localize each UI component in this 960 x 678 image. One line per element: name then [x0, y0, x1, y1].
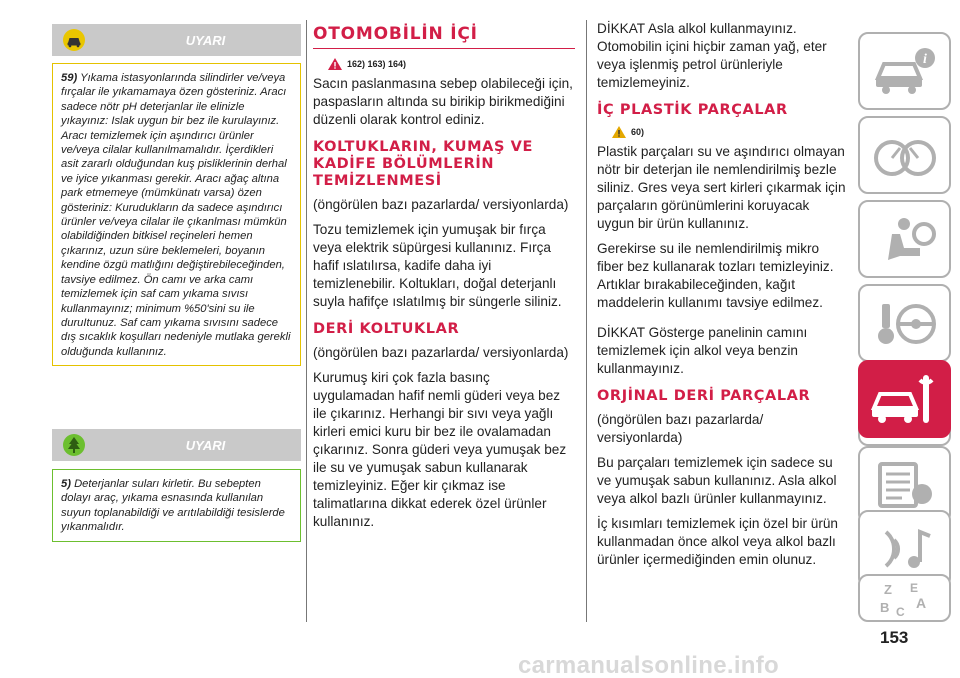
alphabetical-index-icon — [870, 571, 940, 625]
warning-header-2 — [52, 429, 301, 461]
plastic-text: Gerekirse su ile nemlendirilmiş mikro fiber bez kullanarak tozları temizleyiniz. Artıklar bırakabileceğinden, kağıt maddelerin kullanımı tavsiye edilmez. — [597, 241, 834, 310]
genuine-leather-note: (öngörülen bazı pazarlarda/ versiyonlarda) — [597, 412, 764, 445]
caution-text: DİKKAT Gösterge panelinin camını temizlemek için alkol veya benzin kullanmayınız. — [597, 325, 808, 376]
warning-refs — [327, 57, 575, 71]
warning-ref: 59) — [61, 72, 78, 84]
seat-airbag-icon — [870, 212, 940, 266]
plastic-text: Plastik parçaları su ve aşındırıcı olmayan nötr bir deterjan ile nemlendirilmiş bezle siliniz. Gres veya sert kirleri çıkarmak için parçaların görünümlerini koruyacak uygun bir ürün kullanınız. — [597, 144, 846, 231]
right-column — [597, 20, 847, 576]
genuine-leather-title: ORJİNAL DERİ PARÇALAR — [597, 388, 811, 404]
intro-text: Sacın paslanmasına sebep olabileceği için, paspasların altında su birikip birikmediğini düzenli olarak kontrol ediniz. — [313, 76, 573, 127]
refs-text: 162) 163) 164) — [347, 59, 407, 69]
dashboard-gauge-icon — [870, 128, 940, 182]
column-divider — [306, 20, 307, 622]
warning-refs — [611, 125, 847, 139]
section-title: OTOMOBİLİN İÇİ — [313, 24, 575, 49]
seats-text: Tozu temizlemek için yumuşak bir fırça veya elektrik süpürgesi kullanınız. Fırça hafif ıslatılırsa, kadife daha iyi temizlenebilir. Koltukları, doğal deterjanlı suyla hafifçe ıslatılmış bir süngerle siliniz. — [313, 222, 562, 309]
caution-text: DİKKAT Asla alkol kullanmayınız. Otomobilin içini hiçbir zaman yağ, eter veya işlenmiş petrol ürünleriyle temizlemeyiniz. — [597, 21, 827, 90]
svg-text:i: i — [922, 52, 927, 67]
seats-title: KOLTUKLARIN, KUMAŞ VE KADİFE BÖLÜMLERİN TEMİZLENMESİ — [313, 139, 533, 189]
warning-triangle-icon — [327, 57, 343, 71]
refs-text: 60) — [631, 127, 645, 137]
leather-note: (öngörülen bazı pazarlarda/ versiyonlarda) — [313, 345, 569, 360]
genuine-leather-text: İç kısımları temizlemek için özel bir ürün kullanmadan önce alkol veya alkol bazlı ürünler içermediğinden emin olunuz. — [597, 516, 838, 567]
watermark: carmanualsonline.info — [518, 652, 780, 678]
tab-dashboard[interactable] — [858, 116, 951, 194]
warning-text: Yıkama istasyonlarında silindirler ve/veya fırçalar ile yıkamamaya özen gösteriniz. Aracı sadece nötr pH deterjanlar ile elinizle yıkayınız: Islak uygun bir bez ile kurulayınız. Aracı temizlemek için aşındırıcı ürünler ve/veya cilalar kullanılmamalıdır. İçerdikleri asit zararlı olduğundan kuş pisliklerinin derhal ve iyice yıkanması gerekir. Aracı ağaç altına park etmemeye (mümkünatı varsa) özen gösteriniz: Kurudukların da sadece aşındırıcı ürünler ve/veya cilalar ile çıkanlması mümkün olabildiğinden bitkisel reçineleri hemen çıkarınız, uzun süre beklemeleri, boyanın kendine özgü matlığını değiştirebileceğinden, tavsiye edilmez. Ön camı ve arka camı temizlemek için saf cam yıkama sıvısı kullanmayınız; minimum %50'sini su ile duruItunuz. Saf cam yıkama sıvısını sadece dış sıcaklık koşulları nedeniyle mutlaka gerekli olduğunda kullanınız. — [61, 72, 291, 358]
warning-text: Deterjanlar suları kirletir. Bu sebepten dolayı araç, yıkama esnasında kullanılan suyun toplanabildiği ve arıtılabildiği tesislerde yıkanmalıdır. — [61, 478, 285, 534]
warning-box-2 — [52, 469, 301, 542]
leather-title: DERİ KOLTUKLAR — [313, 321, 460, 337]
svg-text:Z: Z — [883, 582, 892, 597]
specifications-list-icon — [870, 458, 940, 512]
leather-text: Kurumuş kiri çok fazla basınç uygulamadan hafif nemli güderi veya bez ile çıkarınız. Herhangi bir sıvı veya yağlı kirleri emici kuru bir bez ile ovalamadan çıkarınız. Sonra güderi veya yumuşak bez ile su ve yumuşak sabun kullanarak temizleyiniz. Eğer kir çıkmaz ise talimatlarına dikkat ederek özel ürünler kullanınız. — [313, 370, 567, 529]
car-wrench-icon — [870, 372, 940, 426]
page-number: 153 — [880, 628, 909, 647]
middle-column — [313, 20, 575, 538]
svg-text:E: E — [909, 581, 918, 595]
warning-header-1 — [52, 24, 301, 56]
warning-heading: UYARI — [185, 32, 226, 48]
tab-index[interactable] — [858, 574, 951, 622]
tab-service-maintenance[interactable] — [858, 360, 951, 438]
warning-triangle-icon — [611, 125, 627, 139]
warning-box-1 — [52, 63, 301, 366]
svg-text:B: B — [879, 600, 889, 615]
warning-heading: UYARI — [185, 437, 226, 453]
warning-ref: 5) — [61, 478, 71, 490]
car-info-icon — [870, 44, 940, 98]
multimedia-music-icon — [870, 522, 940, 576]
column-divider — [586, 20, 587, 622]
tab-car-info[interactable] — [858, 32, 951, 110]
svg-text:C: C — [895, 605, 905, 619]
genuine-leather-text: Bu parçaları temizlemek için sadece su ve yumuşak sabun kullanınız. Asla alkol veya alkol bazlı ürünler kullanmayınız. — [597, 455, 837, 506]
svg-text:A: A — [915, 595, 926, 611]
plastic-title: İÇ PLASTİK PARÇALAR — [597, 102, 788, 118]
tab-starting[interactable] — [858, 284, 951, 362]
key-steering-wheel-icon — [870, 296, 940, 350]
seats-note: (öngörülen bazı pazarlarda/ versiyonlarda) — [313, 197, 569, 212]
tab-safety[interactable] — [858, 200, 951, 278]
